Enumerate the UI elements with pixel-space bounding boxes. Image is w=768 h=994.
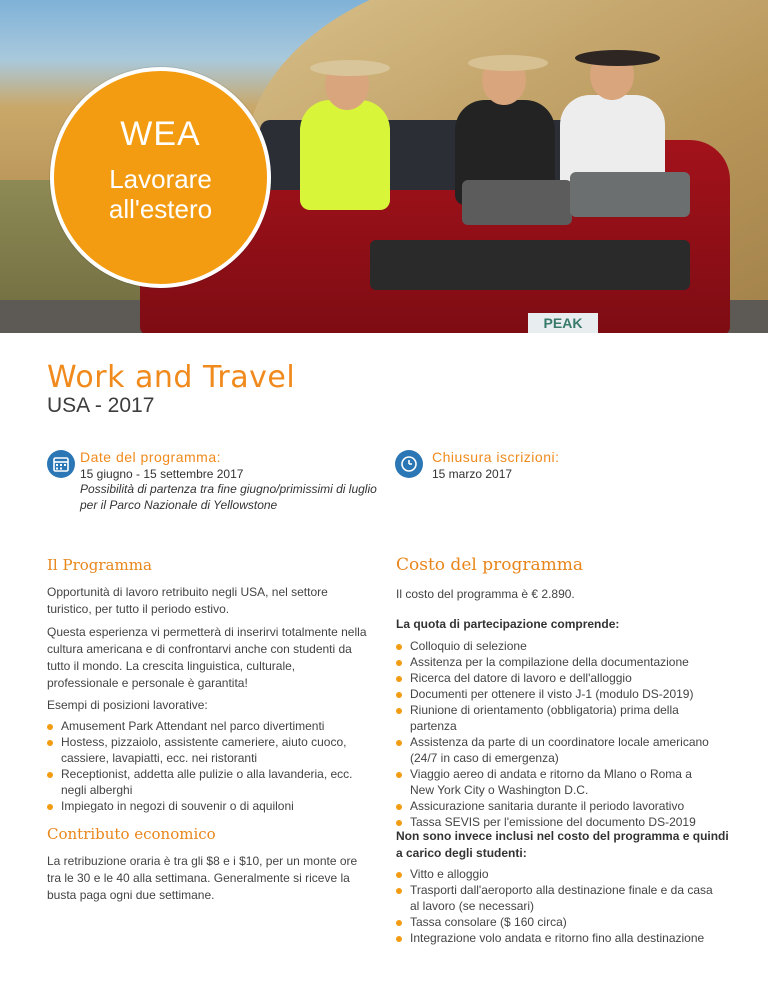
positions-list — [47, 718, 369, 814]
excluded-heading: Non sono invece inclusi nel costo del programma e quindi a carico degli studenti: — [396, 829, 729, 860]
programma-description: Questa esperienza vi permetterà di inserirvi totalmente nella cultura americana e di confrontarvi anche con studenti da tutto il mondo. La crescita linguistica, culturale, professionale e personale è garantita! — [47, 625, 367, 690]
dates-label: Date del programma: — [80, 449, 222, 465]
contributo-heading: Contributo economico — [47, 825, 216, 843]
costo-heading: Costo del programma — [396, 555, 583, 575]
straw-hat — [310, 60, 390, 76]
badge-line-2: all'estero — [108, 194, 213, 224]
list-item: Hostess, pizzaiolo, assistente cameriere, aiuto cuoco, cassiere, lavapiatti, ecc. nei ristoranti — [47, 734, 369, 766]
badge-line-1: Lavorare — [109, 164, 212, 194]
contributo-text: La retribuzione oraria è tra gli $8 e i $10, per un monte ore tra le 30 e le 40 alla settimana. Generalmente si riceve la busta paga ogni due settimane. — [47, 854, 358, 902]
included-list — [396, 638, 718, 830]
dates-value: 15 giugno - 15 settembre 2017 — [80, 467, 244, 481]
positions-intro: Esempi di posizioni lavorative: — [47, 698, 208, 712]
truck-grille — [370, 240, 690, 290]
list-item: Riunione di orientamento (obbligatoria) prima della partenza — [396, 702, 718, 734]
straw-hat — [468, 55, 548, 71]
programma-intro: Opportunità di lavoro retribuito negli USA, nel settore turistico, per tutto il periodo estivo. — [47, 585, 328, 616]
dates-note: Possibilità di partenza tra fine giugno/primissimi di luglio per il Parco Nazionale di Yellowstone — [80, 482, 377, 512]
wea-badge — [50, 67, 271, 288]
list-item: Assistenza da parte di un coordinatore locale americano (24/7 in caso di emergenza) — [396, 734, 718, 766]
black-hat — [575, 50, 660, 66]
programma-heading: Il Programma — [47, 556, 152, 574]
list-item: Receptionist, addetta alle pulizie o alla lavanderia, ecc. negli alberghi — [47, 766, 369, 798]
shorts — [462, 180, 572, 225]
shorts — [570, 172, 690, 217]
list-item: Tassa SEVIS per l'emissione del documento DS-2019 — [396, 814, 718, 830]
page-subtitle: USA - 2017 — [47, 394, 155, 417]
list-item: Colloquio di selezione — [396, 638, 718, 654]
calendar-icon — [47, 450, 75, 478]
person-yellow-shirt — [300, 100, 390, 210]
list-item: Ricerca del datore di lavoro e dell'alloggio — [396, 670, 718, 686]
page-title: Work and Travel — [47, 360, 296, 395]
price-text: Il costo del programma è € 2.890. — [396, 587, 575, 601]
list-item: Viaggio aereo di andata e ritorno da Mlano o Roma a New York City o Washington D.C. — [396, 766, 718, 798]
list-item: Assitenza per la compilazione della documentazione — [396, 654, 718, 670]
list-item: Integrazione volo andata e ritorno fino alla destinazione — [396, 930, 718, 946]
badge-title: WEA — [120, 115, 201, 153]
list-item: Documenti per ottenere il visto J-1 (modulo DS-2019) — [396, 686, 718, 702]
list-item: Trasporti dall'aeroporto alla destinazione finale e da casa al lavoro (se necessari) — [396, 882, 718, 914]
closing-value: 15 marzo 2017 — [432, 467, 513, 481]
list-item: Tassa consolare ($ 160 circa) — [396, 914, 718, 930]
excluded-list — [396, 866, 718, 946]
license-plate: PEAK — [528, 313, 598, 333]
list-item: Assicurazione sanitaria durante il periodo lavorativo — [396, 798, 718, 814]
included-heading: La quota di partecipazione comprende: — [396, 617, 620, 631]
closing-label: Chiusura iscrizioni: — [432, 449, 560, 465]
list-item: Amusement Park Attendant nel parco divertimenti — [47, 718, 369, 734]
clock-icon — [395, 450, 423, 478]
list-item: Impiegato in negozi di souvenir o di aquiloni — [47, 798, 369, 814]
list-item: Vitto e alloggio — [396, 866, 718, 882]
